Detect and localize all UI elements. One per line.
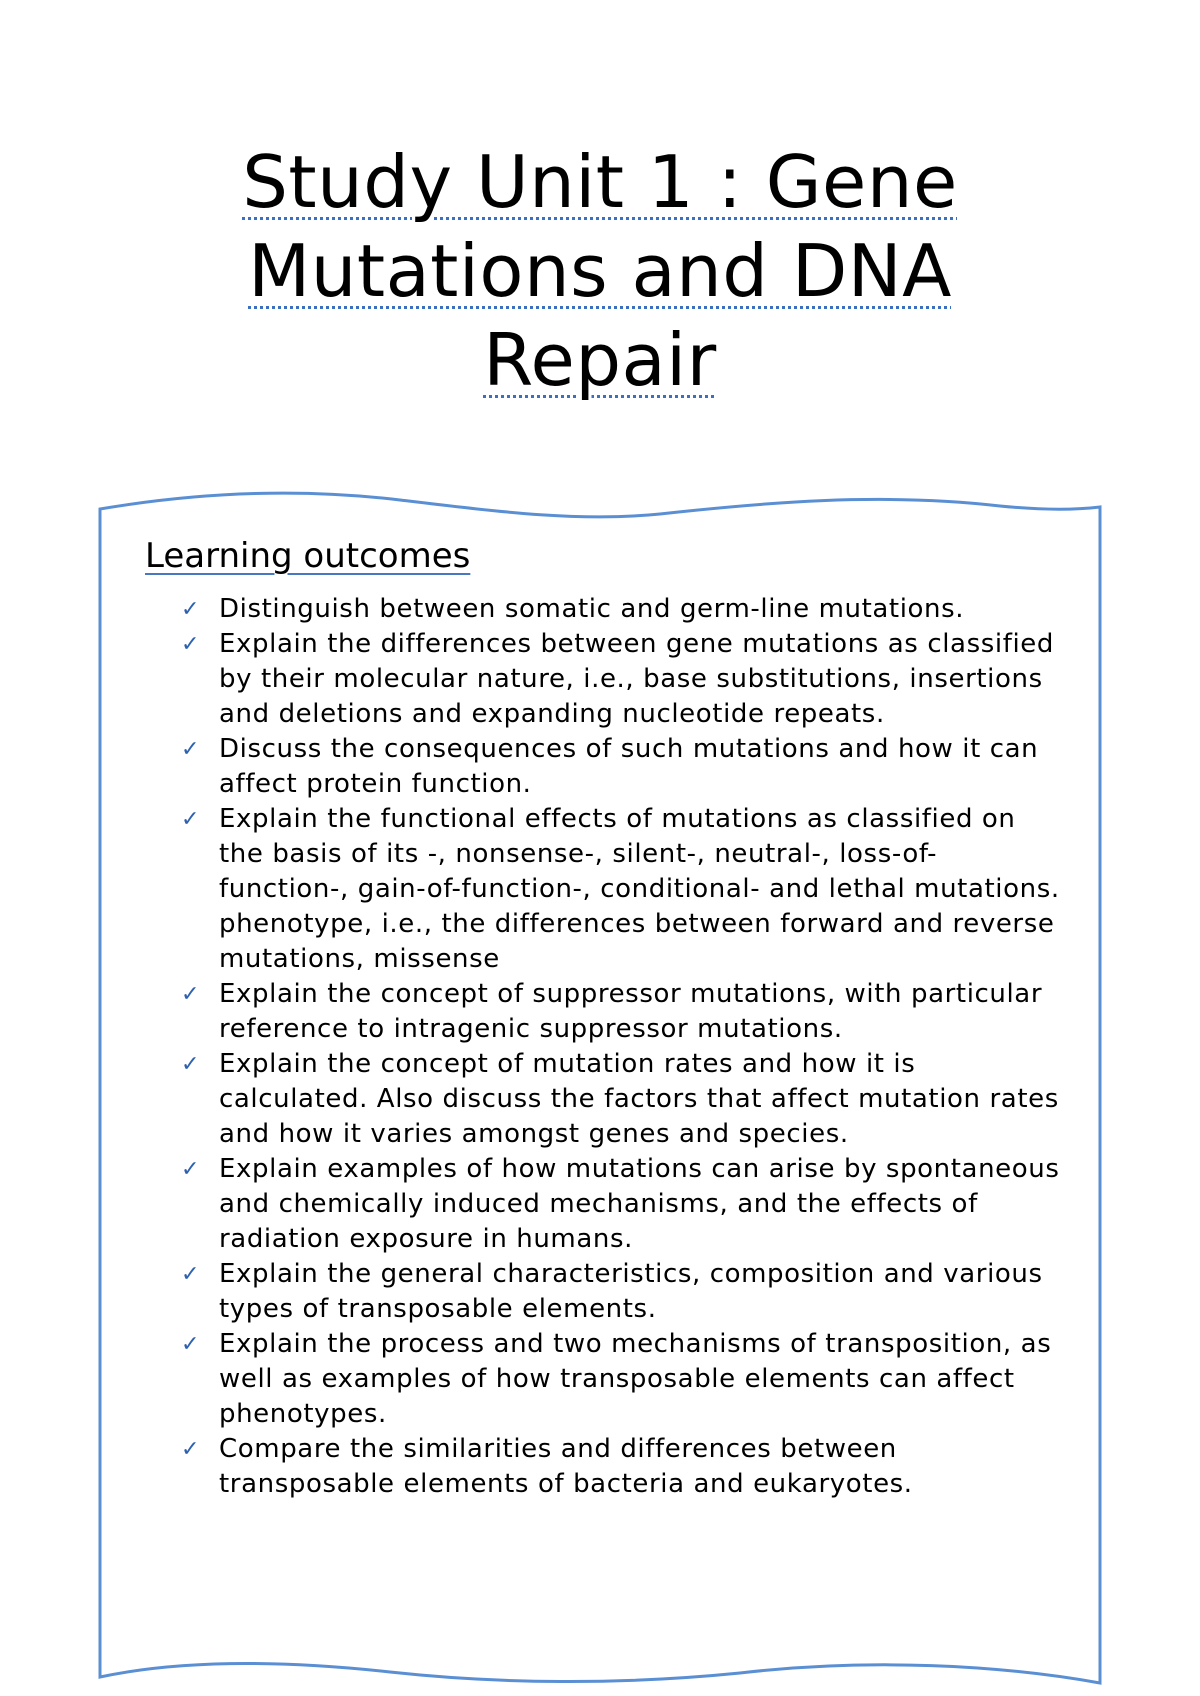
learning-outcome-item	[145, 1152, 1065, 1257]
checkmark-icon: ✓	[181, 982, 201, 1007]
learning-outcome-item	[145, 1327, 1065, 1432]
checkmark-icon: ✓	[181, 1262, 201, 1287]
learning-outcome-text: Explain the concept of mutation rates and how it is calculated. Also discuss the factors that affect mutation rates and how it varies amongst genes and species.	[219, 1049, 1059, 1149]
learning-outcome-text: Distinguish between somatic and germ-line mutations.	[219, 594, 965, 624]
title-line-3: Repair	[483, 318, 717, 402]
learning-outcome-item	[145, 592, 1065, 627]
learning-outcome-text: Compare the similarities and differences between transposable elements of bacteria and eukaryotes.	[219, 1434, 913, 1499]
learning-outcome-item	[145, 1047, 1065, 1152]
checkmark-icon: ✓	[181, 597, 201, 622]
learning-outcome-text: Explain the process and two mechanisms of transposition, as well as examples of how transposable elements can affect phenotypes.	[219, 1329, 1052, 1429]
learning-outcome-text: Explain the differences between gene mutations as classified by their molecular nature, i.e., base substitutions, insertions and deletions and expanding nucleotide repeats.	[219, 629, 1054, 729]
checkmark-icon: ✓	[181, 1332, 201, 1357]
learning-outcome-text: Explain the functional effects of mutations as classified on the basis of its -, nonsense-, silent-, neutral-, loss-of-function-, gain-of-function-, conditional- and lethal mutations. phenotype, i.e., the differences between forward and reverse mutations, missense	[219, 804, 1060, 974]
title-line-2: Mutations and DNA	[248, 229, 952, 313]
title-line-1: Study Unit 1 : Gene	[242, 140, 958, 224]
checkmark-icon: ✓	[181, 737, 201, 762]
learning-outcome-item	[145, 802, 1065, 977]
learning-outcome-item	[145, 732, 1065, 802]
learning-outcome-text: Explain the concept of suppressor mutations, with particular reference to intragenic suppressor mutations.	[219, 979, 1043, 1044]
learning-outcome-item	[145, 977, 1065, 1047]
checkmark-icon: ✓	[181, 1052, 201, 1077]
learning-outcome-text: Explain the general characteristics, composition and various types of transposable elements.	[219, 1259, 1043, 1324]
checkmark-icon: ✓	[181, 1437, 201, 1462]
learning-outcomes-heading: Learning outcomes	[145, 536, 471, 576]
learning-outcome-item	[145, 627, 1065, 732]
checkmark-icon: ✓	[181, 632, 201, 657]
learning-outcomes-box	[145, 536, 1065, 1502]
checkmark-icon: ✓	[181, 1157, 201, 1182]
learning-outcome-item	[145, 1257, 1065, 1327]
checkmark-icon: ✓	[181, 807, 201, 832]
learning-outcomes-list	[145, 592, 1065, 1502]
learning-outcome-text: Explain examples of how mutations can arise by spontaneous and chemically induced mechanisms, and the effects of radiation exposure in humans.	[219, 1154, 1060, 1254]
learning-outcome-item	[145, 1432, 1065, 1502]
learning-outcome-text: Discuss the consequences of such mutations and how it can affect protein function.	[219, 734, 1039, 799]
